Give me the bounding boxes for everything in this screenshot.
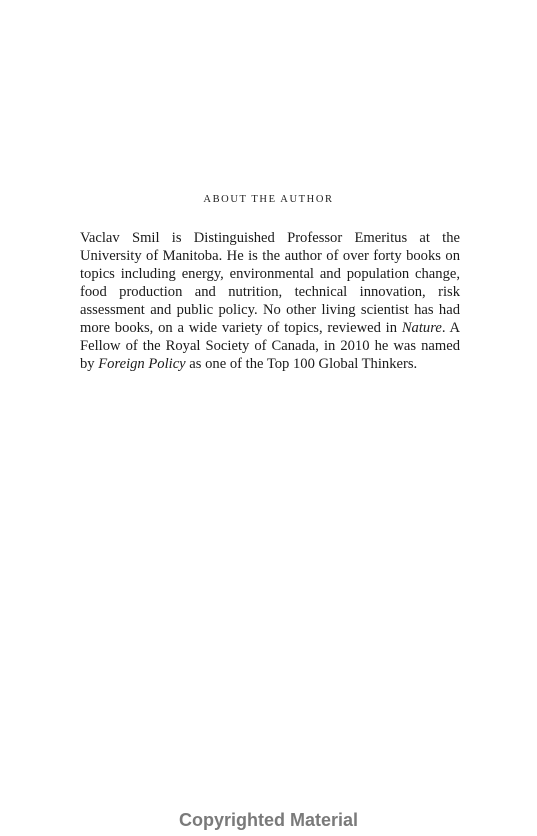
bio-italic-foreign-policy: Foreign Policy bbox=[98, 356, 186, 372]
bio-text-3: as one of the Top 100 Global Thinkers. bbox=[185, 356, 418, 372]
bio-text-2: . A Fellow of the Royal Society of Canada, in 2010 he was named by bbox=[80, 320, 460, 372]
copyright-watermark: Copyrighted Material bbox=[178, 810, 359, 830]
bio-text-1: Vaclav Smil is Distinguished Professor Emeritus at the University of Manitoba. He is the author of over forty books on topics including energy, environmental and population change, food production and nutrition, technical innovation, risk assessment and public policy. No other living scientist has had more books, on a wide variety of topics, reviewed in bbox=[80, 230, 460, 336]
section-heading: ABOUT THE AUTHOR bbox=[203, 194, 334, 205]
author-bio bbox=[80, 229, 460, 373]
bio-italic-nature: Nature bbox=[401, 320, 442, 336]
